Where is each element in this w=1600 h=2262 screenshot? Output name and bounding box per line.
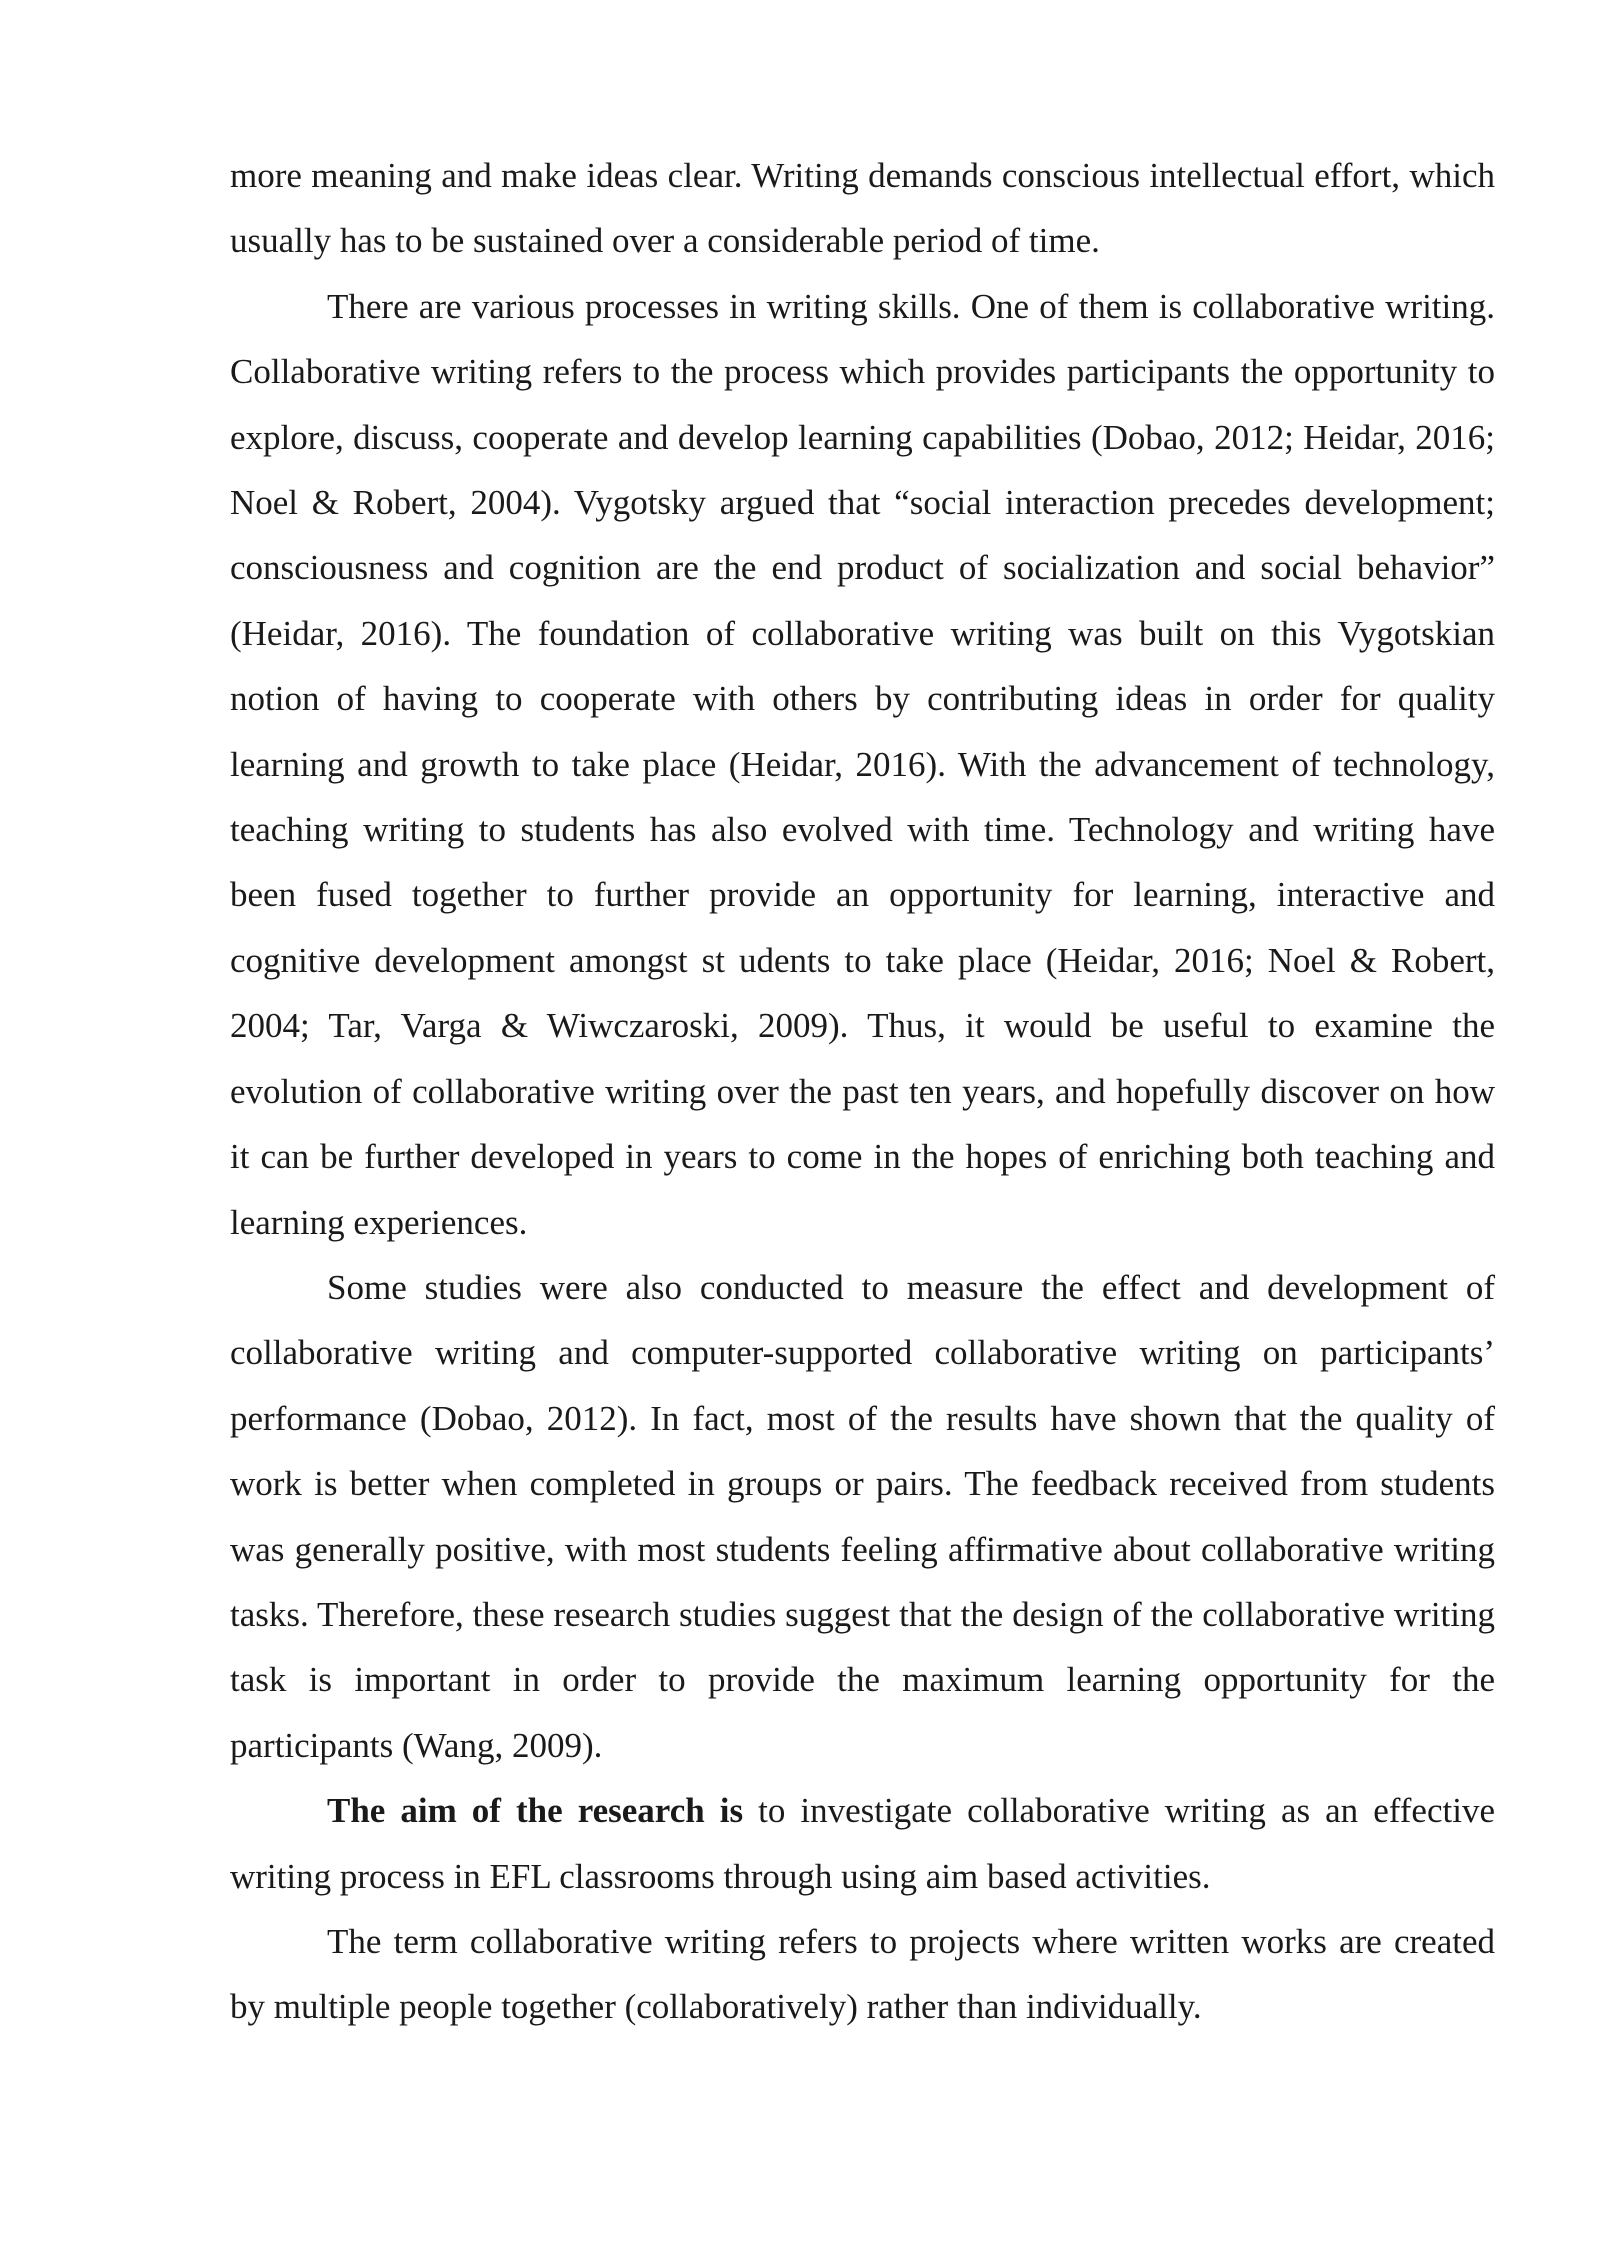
paragraph-continued: more meaning and make ideas clear. Writing demands conscious intellectual effort, which usually has to be sustained over a considerable period of time. [230, 156, 1495, 261]
paragraph-collaborative-writing-intro: There are various processes in writing skills. One of them is collaborative writing. Collaborative writing refers to the process which provides participants the opportunity to explore, discuss, cooperate and develop learning capabilities (Dobao, 2012; Heidar, 2016; Noel & Robert, 2004). Vygotsky argued that “social interaction precedes development; consciousness and cognition are the end product of socialization and social behavior” (Heidar, 2016). The foundation of collaborative writing was built on this Vygotskian notion of having to cooperate with others by contributing ideas in order for quality learning and growth to take place (Heidar, 2016). With the advancement of technology, teaching writing to students has also evolved with time. Technology and writing have been fused together to further provide an opportunity for learning, interactive and cognitive development amongst st udents to take place (Heidar, 2016; Noel & Robert, 2004; Tar, Varga & Wiwczaroski, 2009). Thus, it would be useful to examine the evolution of collaborative writing over the past ten years, and hopefully discover on how it can be further developed in years to come in the hopes of enriching both teaching and learning experiences. [230, 286, 1495, 1242]
paragraph-research-aim [230, 1778, 1495, 1909]
research-aim-text: to investigate collaborative writing as an effective writing process in EFL classrooms through using aim based activities. [230, 1791, 1495, 1896]
paragraph-term-definition: The term collaborative writing refers to projects where written works are created by multiple people together (collaboratively) rather than individually. [230, 1921, 1495, 2027]
research-aim-lead: The aim of the research is [327, 1791, 744, 1831]
paragraph-studies: Some studies were also conducted to measure the effect and development of collaborative writing and computer-supported collaborative writing on participants’ performance (Dobao, 2012). In fact, most of the results have shown that the quality of work is better when completed in groups or pairs. The feedback received from students was generally positive, with most students feeling affirmative about collaborative writing tasks. Therefore, these research studies suggest that the design of the collaborative writing task is important in order to provide the maximum learning opportunity for the participants (Wang, 2009). [230, 1267, 1495, 1765]
body-text [230, 143, 1495, 2040]
